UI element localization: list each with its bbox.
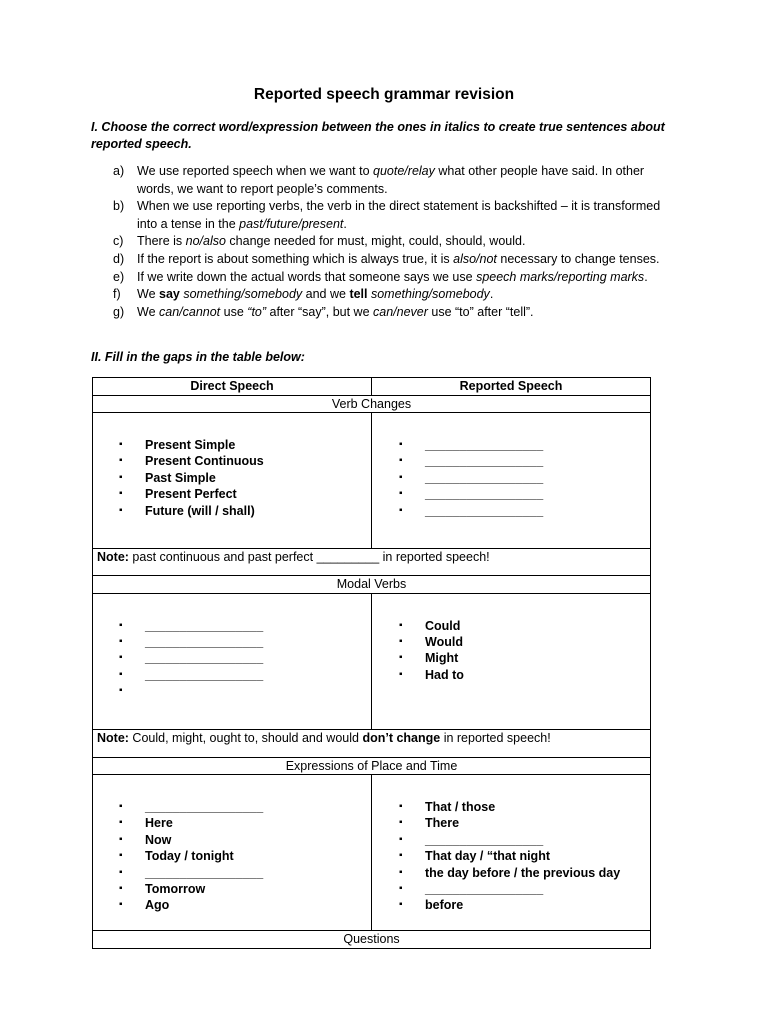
rule-letter: f): [113, 287, 121, 302]
bullet-icon: ▪: [399, 619, 403, 631]
place-time-direct-list: [97, 799, 367, 914]
part2-heading: II. Fill in the gaps in the table below:: [91, 350, 305, 364]
rule-text: We say something/somebody and we tell something/somebody.: [137, 287, 494, 302]
list-item: [376, 832, 646, 848]
list-item-text: Present Simple: [145, 438, 236, 452]
rule-item: [113, 286, 683, 304]
bullet-icon: ▪: [399, 883, 403, 895]
bullet-icon: ▪: [399, 866, 403, 878]
bullet-icon: ▪: [119, 685, 123, 697]
note-label: Note:: [97, 550, 129, 564]
place-time-row: Expressions of Place and Time: [93, 757, 651, 775]
bullet-icon: ▪: [399, 850, 403, 862]
modal-verbs-reported-cell: [372, 593, 651, 729]
rule-letter: d): [113, 251, 125, 266]
bullet-icon: ▪: [399, 652, 403, 664]
part1-heading: I. Choose the correct word/expression between the ones in italics to create true sentences about reported speech.: [91, 120, 665, 151]
verb-changes-direct-list: [97, 437, 367, 519]
place-time-reported-list: [376, 799, 646, 914]
verb-changes-reported-cell: [372, 413, 651, 549]
list-item: [97, 832, 367, 848]
note-label: Note:: [97, 730, 129, 745]
modal-verbs-row: Modal Verbs: [93, 576, 651, 594]
rule-text: There is no/also change needed for must, might, could, should, would.: [137, 234, 526, 249]
rule-item: [113, 198, 683, 233]
list-item-text: Future (will / shall): [145, 503, 255, 518]
bullet-icon: ▪: [119, 833, 123, 845]
rule-item: [113, 233, 683, 251]
bullet-icon: ▪: [399, 439, 403, 450]
place-time-direct-cell: [93, 775, 372, 931]
list-item-text: _________________: [145, 651, 264, 666]
list-item: [376, 470, 646, 486]
list-item-text: Today / tonight: [145, 849, 234, 864]
verb-changes-reported-list: [376, 437, 646, 519]
list-item-text: _________________: [145, 618, 264, 633]
modal-verbs-reported-list: [376, 618, 646, 684]
list-item-text: before: [425, 898, 464, 913]
list-item: [97, 865, 367, 881]
list-item: [97, 799, 367, 815]
bullet-icon: ▪: [119, 817, 123, 829]
note-text: Could, might, ought to, should and would: [128, 730, 363, 745]
rule-item: [113, 251, 683, 269]
rules-list: [113, 163, 683, 321]
place-time-reported-cell: [372, 775, 651, 931]
list-item: [376, 865, 646, 881]
bullet-icon: ▪: [399, 668, 403, 680]
list-item-text: _________________: [425, 454, 544, 469]
list-item: [97, 881, 367, 897]
list-item: [97, 503, 367, 519]
bullet-icon: ▪: [119, 668, 123, 680]
list-item-text: _________________: [145, 634, 264, 649]
list-item-text: That / those: [425, 800, 496, 814]
modal-verbs-direct-cell: [93, 593, 372, 729]
verb-changes-direct-cell: [93, 413, 372, 549]
bullet-icon: ▪: [399, 504, 403, 516]
list-item-text: Could: [425, 618, 461, 633]
bullet-icon: ▪: [119, 652, 123, 664]
list-item: [376, 618, 646, 634]
rule-letter: b): [113, 199, 125, 214]
list-item: [376, 453, 646, 469]
list-item: [376, 848, 646, 864]
list-item-text: Present Continuous: [145, 454, 264, 469]
list-item-text: _________________: [425, 882, 544, 897]
rule-item: [113, 304, 683, 322]
bullet-icon: ▪: [399, 817, 403, 829]
list-item-text: _________________: [145, 800, 264, 814]
list-item-text: There: [425, 816, 460, 831]
list-item: [376, 881, 646, 897]
list-item: [97, 470, 367, 486]
list-item-text: Past Simple: [145, 470, 216, 485]
bullet-icon: ▪: [119, 439, 123, 450]
bullet-icon: ▪: [399, 833, 403, 845]
list-item: [97, 897, 367, 913]
rule-letter: g): [113, 304, 125, 319]
list-item: [97, 486, 367, 502]
list-item-text: _________________: [145, 865, 264, 880]
list-item-text: Might: [425, 651, 459, 666]
list-item: [97, 650, 367, 666]
rule-letter: e): [113, 269, 125, 284]
rule-text: We use reported speech when we want to quote/relay what other people have said. In other words, we want to report people’s comments.: [137, 164, 645, 196]
list-item: [376, 667, 646, 683]
rule-item: [113, 163, 683, 198]
bullet-icon: ▪: [119, 883, 123, 895]
bullet-icon: ▪: [119, 455, 123, 467]
bullet-icon: ▪: [399, 488, 403, 500]
bullet-icon: ▪: [119, 504, 123, 516]
rule-text: If we write down the actual words that someone says we use speech marks/reporting marks.: [137, 269, 648, 284]
reported-speech-header: Reported Speech: [372, 378, 651, 396]
rule-letter: a): [113, 164, 125, 178]
direct-speech-header: Direct Speech: [93, 378, 372, 396]
bullet-icon: ▪: [399, 801, 403, 812]
rule-text: When we use reporting verbs, the verb in the direct statement is backshifted – it is transformed into a tense in the past/future/present.: [137, 199, 661, 231]
list-item: [376, 503, 646, 519]
list-item-text: Now: [145, 832, 172, 847]
note-text: past continuous and past perfect _________ in reported speech!: [128, 550, 490, 564]
list-item: [376, 437, 646, 453]
list-item: [376, 815, 646, 831]
list-item-text: _________________: [425, 832, 544, 847]
modal-verbs-note: [93, 729, 651, 757]
list-item-text: _________________: [425, 470, 544, 485]
bullet-icon: ▪: [119, 619, 123, 631]
bullet-icon: ▪: [399, 635, 403, 647]
list-item: [97, 618, 367, 634]
verb-changes-row: Verb Changes: [93, 395, 651, 413]
modal-verbs-direct-list: [97, 618, 367, 700]
list-item: [97, 683, 367, 699]
list-item-text: Present Perfect: [145, 487, 237, 502]
bullet-icon: ▪: [399, 471, 403, 483]
list-item: [376, 799, 646, 815]
list-item-text: _________________: [425, 438, 544, 452]
list-item-text: _________________: [145, 667, 264, 682]
bullet-icon: ▪: [119, 635, 123, 647]
note-text: in reported speech!: [440, 730, 551, 745]
list-item: [97, 815, 367, 831]
list-item-text: That day / “that night: [425, 849, 550, 864]
questions-row: Questions: [93, 931, 651, 949]
rule-text: If the report is about something which is always true, it is also/not necessary to change tenses.: [137, 251, 660, 266]
list-item: [97, 634, 367, 650]
bullet-icon: ▪: [399, 455, 403, 467]
rule-item: [113, 269, 683, 287]
bullet-icon: ▪: [119, 488, 123, 500]
list-item-text: Had to: [425, 667, 464, 682]
list-item-text: _________________: [425, 487, 544, 502]
bullet-icon: ▪: [119, 801, 123, 812]
list-item-text: Tomorrow: [145, 882, 206, 897]
note-bold-text: don’t change: [362, 730, 441, 745]
list-item: [97, 848, 367, 864]
list-item-text: Ago: [145, 898, 170, 913]
list-item: [376, 897, 646, 913]
page-title: Reported speech grammar revision: [253, 86, 515, 103]
list-item-text: Would: [425, 634, 463, 649]
bullet-icon: ▪: [119, 850, 123, 862]
list-item-text: _________________: [425, 503, 544, 518]
bullet-icon: ▪: [399, 899, 403, 911]
list-item-text: the day before / the previous day: [425, 865, 621, 880]
bullet-icon: ▪: [119, 471, 123, 483]
list-item: [376, 650, 646, 666]
list-item: [97, 437, 367, 453]
list-item-text: Here: [145, 816, 173, 831]
list-item: [376, 634, 646, 650]
rule-text: We can/cannot use “to” after “say”, but we can/never use “to” after “tell”.: [137, 304, 534, 319]
gap-fill-table: [92, 377, 651, 949]
bullet-icon: ▪: [119, 866, 123, 878]
rule-letter: c): [113, 234, 124, 249]
verb-changes-note: [93, 549, 651, 576]
list-item: [97, 453, 367, 469]
bullet-icon: ▪: [119, 899, 123, 911]
list-item: [376, 486, 646, 502]
list-item: [97, 667, 367, 683]
